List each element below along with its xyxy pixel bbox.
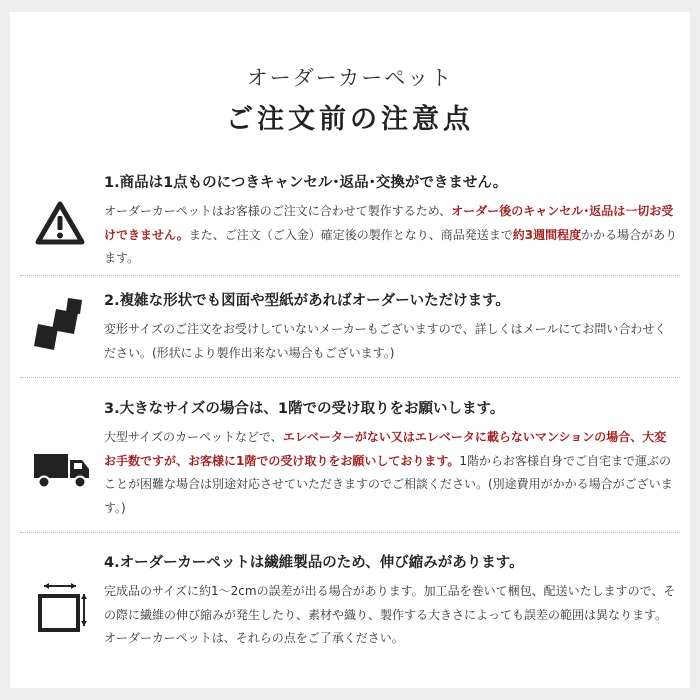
notice-body [104, 318, 678, 365]
body-text: かかる場合があります。 [104, 227, 678, 265]
notice-text [104, 172, 678, 271]
notice-body [104, 580, 678, 651]
tiles-icon [32, 296, 88, 352]
notice-heading: 1.商品は1点ものにつきキャンセル･返品･交換ができません。 [104, 175, 508, 191]
notice-body [104, 200, 678, 271]
truck-icon [32, 442, 92, 498]
warning-icon [32, 196, 88, 252]
divider [20, 377, 680, 378]
notice-heading: 2.複雑な形状でも図面や型紙があればオーダーいただけます。 [104, 293, 510, 309]
body-text: 変形サイズのご注文をお受けしていないメーカーもございますので、詳しくはメールにてお問い合わせください。(形状により製作出来ない場合もございます。) [104, 322, 667, 360]
resize-icon [32, 582, 88, 638]
body-text: オーダーカーペットはお客様のご注文に合わせて製作するため、 [104, 204, 452, 218]
notice-text [104, 552, 678, 651]
notice-text [104, 290, 678, 365]
body-text: 1階からお客様自身でご自宅まで運ぶのことが困難な場合は別途対応させていただきますのでご相談ください。(別途費用がかかる場合がございます。) [104, 453, 673, 515]
notice-card [10, 12, 690, 688]
page-title: ご注文前の注意点 [226, 104, 474, 135]
notice-text [104, 398, 678, 520]
body-text: また、ご注文（ご入金）確定後の製作となり、商品発送まで [188, 227, 513, 242]
body-emphasis: エレベーターがない又はエレベータに載らないマンションの場合、大変お手数ですが、お客様に1階での受け取りをお願いしております。 [104, 430, 667, 468]
page-header [10, 64, 690, 138]
body-text: 完成品のサイズに約1～2cmの誤差が出る場合があります。加工品を巻いて梱包、配送いたしますので、その際に繊維の伸び縮みが発生したり、素材や織り、製作する大きさによっても誤差の範囲は異なります。オーダーカーペットは、それらの点をご了承ください。 [104, 584, 676, 645]
divider [20, 532, 680, 533]
notice-heading: 4.オーダーカーペットは繊維製品のため、伸び縮みがあります。 [104, 555, 524, 571]
notice-body [104, 426, 678, 520]
notice-heading: 3.大きなサイズの場合は、1階での受け取りをお願いします。 [104, 401, 505, 417]
body-emphasis: オーダー後のキャンセル･返品は一切お受けできません。 [104, 204, 674, 242]
body-emphasis: 約3週間程度 [512, 227, 582, 242]
page-subtitle: オーダーカーペット [246, 66, 454, 90]
divider [20, 275, 680, 276]
body-text: 大型サイズのカーペットなどで、 [104, 430, 283, 444]
